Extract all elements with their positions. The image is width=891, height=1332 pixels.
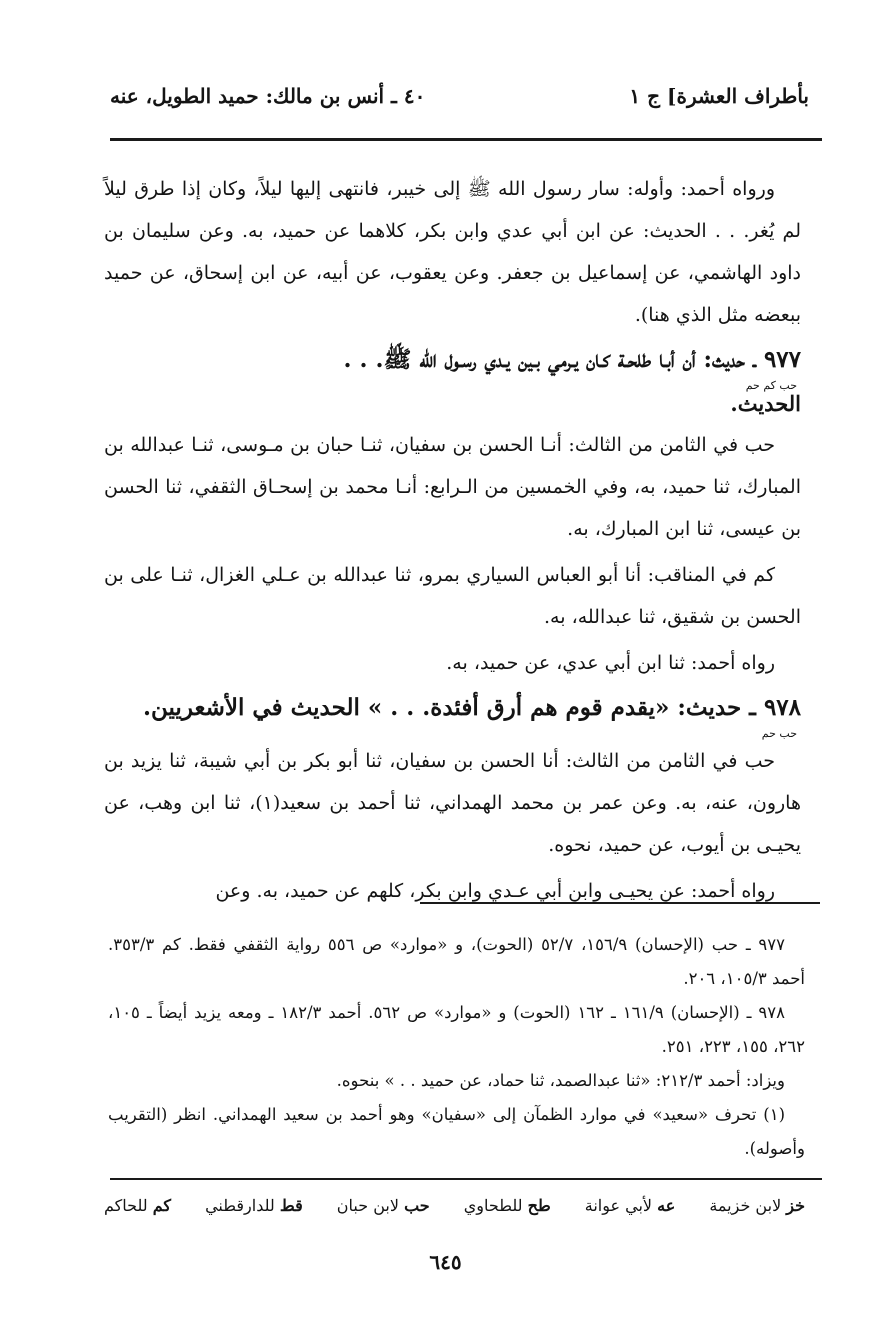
- footnote-separator: [420, 902, 820, 904]
- main-text: [104, 168, 801, 912]
- footnotes: [108, 928, 805, 1166]
- hadith-977-heading-end: الحديث.: [730, 391, 801, 416]
- abbreviation-km: [104, 1196, 171, 1215]
- abbreviation-text: لأبي عوانة: [584, 1196, 653, 1215]
- header-rule: [110, 138, 822, 141]
- footnote-978: ٩٧٨ ـ (الإحسان) ١٦١/٩ ـ ١٦٢ (الحوت) و «موارد» ص ٥٦٢. أحمد ١٨٢/٣ ـ ومعه يزيد أيضاً ـ ١٠٥، ٢٦٢، ١٥٥، ٢٢٣، ٢٥١.: [108, 1003, 805, 1056]
- paragraph-ahmad-977: رواه أحمد: ثنا ابن أبي عدي، عن حميد، به.: [446, 652, 775, 674]
- paragraph-ahmad-intro: ورواه أحمد: وأوله: سار رسول الله ﷺ إلى خيبر، فانتهى إليها ليلاً، وكان إذا طرق ليلاً لم يُغر. . . الحديث: عن ابن أبي عدي وابن بكر، كلاهما عن حميد، به. وعن سليمان بن داود الهاشمي، عن إسماعيل بن جعفر. وعن يعقوب، عن أبيه، عن ابن إسحاق، عن حميد ببعضه مثل الذي هنا).: [104, 178, 801, 326]
- abbreviation-code: خز: [786, 1196, 805, 1215]
- abbreviation-code: عه: [657, 1196, 676, 1215]
- abbreviation-code: كم: [152, 1196, 172, 1215]
- abbreviation-code: طح: [527, 1196, 551, 1215]
- hadith-977-heading: ٩٧٧ ـ حديث: أن أبـا طلحـة كـان يـرمي بـين يـدي رسـول الله ﷺ. . .: [343, 346, 801, 373]
- abbreviation-text: للدارقطني: [205, 1196, 275, 1215]
- abbreviation-code: قط: [279, 1196, 303, 1215]
- abbreviation-text: للطحاوي: [463, 1196, 523, 1215]
- footnote-978-addition: ويزاد: أحمد ٢١٢/٣: «ثنا عبدالصمد، ثنا حماد، عن حميد . . » بنحوه.: [336, 1071, 785, 1090]
- abbreviation-text: لابن حبان: [336, 1196, 399, 1215]
- abbreviations-rule: [110, 1178, 822, 1180]
- paragraph-hakim-977: كم في المناقب: أنا أبو العباس السياري بمرو، ثنا عبدالله بن عـلي الغزال، ثنـا على بن الحسن بن شقيق، ثنا عبدالله، به.: [104, 564, 801, 628]
- paragraph-ahmad-978: رواه أحمد: عن يحيـى وابن أبي عـدي وابن بكر، كلهم عن حميد، به. وعن: [215, 880, 775, 902]
- running-header: [110, 84, 809, 124]
- abbreviation-qt: [205, 1196, 303, 1215]
- page-number: ٦٤٥: [429, 1250, 462, 1274]
- footnote-977: ٩٧٧ ـ حب (الإحسان) ١٥٦/٩، ٥٢/٧ (الحوت)، و «موارد» ص ٥٥٦ رواية الثقفي فقط. كم ٣٥٣/٣. أحمد ١٠٥/٣، ٢٠٦.: [108, 935, 805, 988]
- abbreviation-text: لابن خزيمة: [709, 1196, 782, 1215]
- footnote-1-correction: (١) تحرف «سعيد» في موارد الظمآن إلى «سفيان» وهو أحمد بن سعيد الهمداني. انظر (التقريب وأصوله).: [108, 1105, 805, 1158]
- hadith-978-heading: ٩٧٨ ـ حديث: «يقدم قوم هم أرق أفئدة. . . » الحديث في الأشعريين.: [142, 694, 801, 721]
- abbreviations-key: [104, 1196, 805, 1215]
- abbreviation-khz: [709, 1196, 805, 1215]
- paragraph-ibn-hibban-977: حب في الثامن من الثالث: أنـا الحسن بن سفيان، ثنـا حبان بن مـوسى، ثنـا عبدالله بن المبارك، ثنا حميد، به، وفي الخمسين من الـرابع: أنـا محمد بن إسحـاق الثقفي، ثنا الحسن بن عيسى، ثنا ابن المبارك، به.: [104, 434, 801, 540]
- abbreviation-code: حب: [404, 1196, 430, 1215]
- abbreviation-th: [464, 1196, 551, 1215]
- hadith-977-source-codes: حب كم حم: [745, 379, 797, 392]
- abbreviation-text: للحاكم: [104, 1196, 148, 1215]
- abbreviation-hb: [337, 1196, 430, 1215]
- header-book-title: بأطراف العشرة] ج ١: [629, 84, 809, 108]
- header-chapter-title: ٤٠ ـ أنس بن مالك: حميد الطويل، عنه: [110, 84, 426, 108]
- abbreviation-ah: [585, 1196, 676, 1215]
- paragraph-ibn-hibban-978: حب في الثامن من الثالث: أنا الحسن بن سفيان، ثنا أبو بكر بن أبي شيبة، ثنا يزيد بن هارون، عنه، به. وعن عمر بن محمد الهمداني، ثنا أحمد بن سعيد(١)، ثنا ابن وهب، عن يحيـى بن أيوب، عن حميد، نحوه.: [104, 750, 801, 856]
- hadith-978-source-codes: حب حم: [761, 727, 797, 740]
